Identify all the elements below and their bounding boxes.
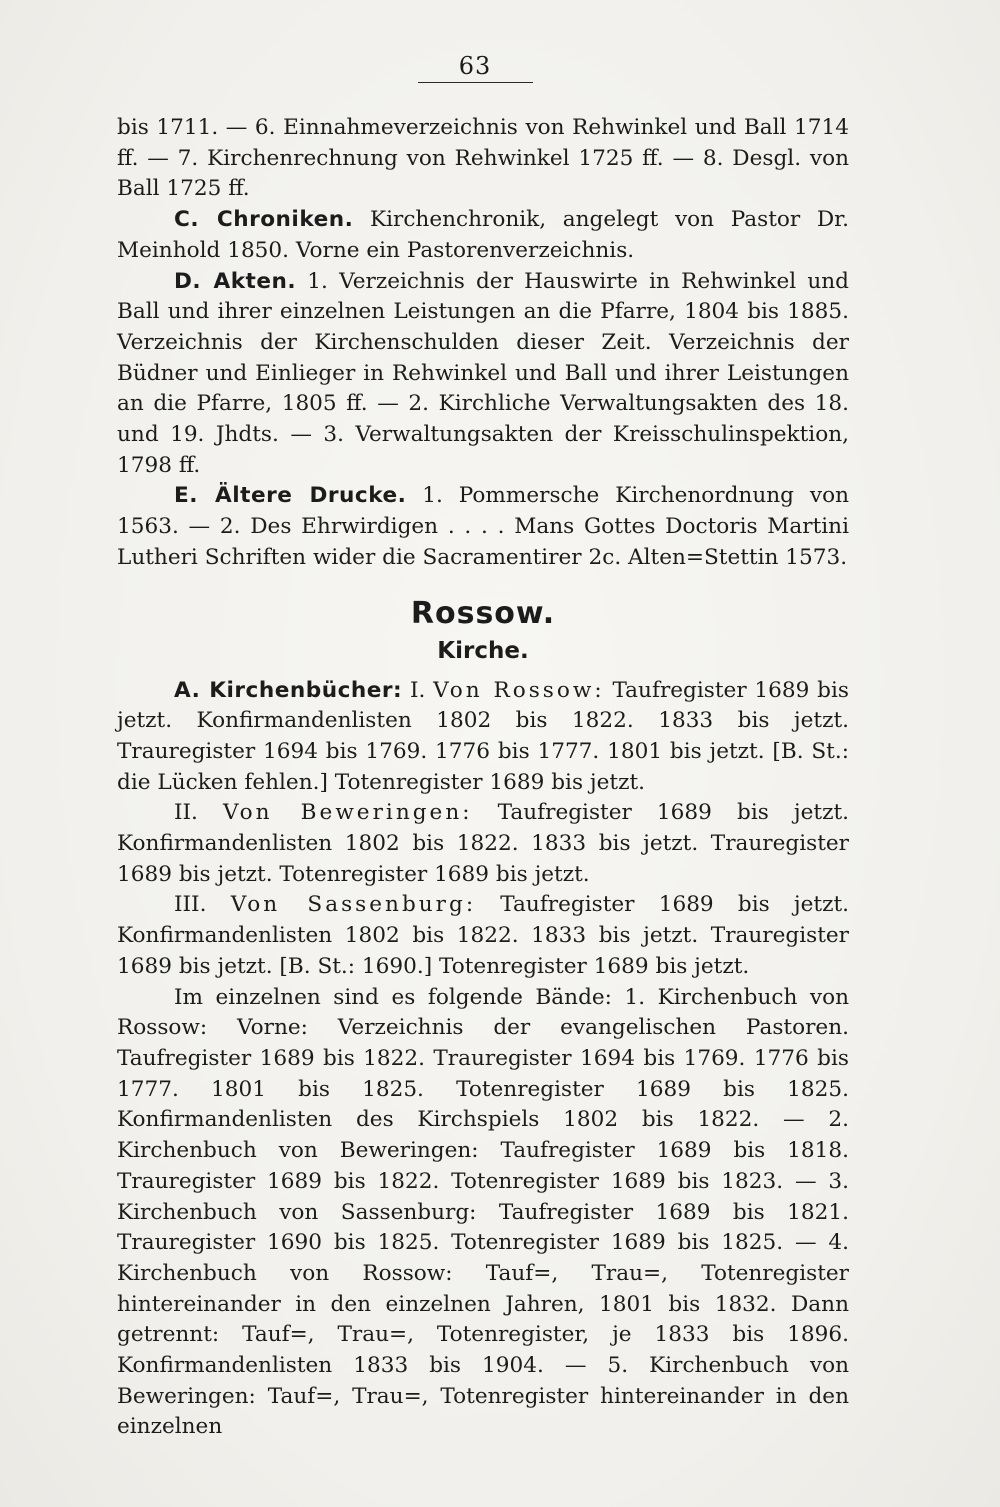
paragraph-kirchenbuecher <box>117 676 849 799</box>
paragraph-akten-continuation: bis 1711. — 6. Einnahmeverzeichnis von Rehwinkel und Ball 1714 ff. — 7. Kirchenrechnung von Rehwinkel 1725 ff. — 8. Desgl. von Ball 1725 ff. <box>117 115 849 202</box>
kb-part1-spaced: Von Rossow: <box>433 677 605 703</box>
kb-part1-prefix: I. <box>402 677 434 703</box>
kb-part3-prefix: III. <box>174 892 231 918</box>
kb-part1-text: Taufregister 1689 bis jetzt. Konfirmandenlisten 1802 bis 1822. 1833 bis jetzt. Trauregister 1694 bis 1769. 1776 bis 1777. 1801 bis jetzt. [B. St.: die Lücken fehlen.] Totenregister 1689 bis jetzt. <box>117 677 849 795</box>
page-number: 63 <box>458 52 492 80</box>
section-label-akten: D. Akten. <box>174 268 297 294</box>
chroniken-text: Kirchenchronik, angelegt von Pastor Dr. Meinhold 1850. Vorne ein Pastorenverzeichnis. <box>117 207 849 263</box>
kb-part2-text: Taufregister 1689 bis jetzt. Konfirmandenlisten 1802 bis 1822. 1833 bis jetzt. Trauregister 1689 bis jetzt. Totenregister 1689 bis jetzt. <box>117 800 849 887</box>
akten-text: 1. Verzeichnis der Hauswirte in Rehwinkel und Ball und ihrer einzelnen Leistungen an die Pfarre, 1804 bis 1885. Verzeichnis der Kirchenschulden dieser Zeit. Verzeichnis der Büdner und Einlieger in Rehwinkel und Ball und ihrer Leistungen an die Pfarre, 1805 ff. — 2. Kirchliche Verwaltungsakten des 18. und 19. Jhdts. — 3. Verwaltungsakten der Kreisschulinspektion, 1798 ff. <box>117 268 850 478</box>
section-label-kirchenbuecher: A. Kirchenbücher: <box>174 677 403 703</box>
paragraph-sassenburg <box>117 890 849 982</box>
paragraph-chroniken <box>117 205 849 266</box>
paragraph-beweringen <box>117 798 849 890</box>
section-label-drucke: E. Ältere Drucke. <box>174 483 407 509</box>
paragraph-akten <box>117 267 849 482</box>
kb-part2-prefix: II. <box>174 800 224 826</box>
body-text <box>117 113 849 1443</box>
paragraph-baende: Im einzelnen sind es folgende Bände: 1. Kirchenbuch von Rossow: Vorne: Verzeichnis der evangelischen Pastoren. Taufregister 1689 bis 1822. Trauregister 1694 bis 1769. 1776 bis 1777. 1801 bis 1825. Totenregister 1689 bis 1825. Konfirmandenlisten des Kirchspiels 1802 bis 1822. — 2. Kirchenbuch von Beweringen: Taufregister 1689 bis 1818. Trauregister 1689 bis 1822. Totenregister 1689 bis 1823. — 3. Kirchenbuch von Sassenburg: Taufregister 1689 bis 1821. Trauregister 1690 bis 1825. Totenregister 1689 bis 1825. — 4. Kirchenbuch von Rossow: Tauf=, Trau=, Totenregister hintereinander in den einzelnen Jahren, 1801 bis 1832. Dann getrennt: Tauf=, Trau=, Totenregister, je 1833 bis 1896. Konfirmandenlisten 1833 bis 1904. — 5. Kirchenbuch von Beweringen: Tauf=, Trau=, Totenregister hintereinander in den einzelnen <box>117 984 849 1440</box>
drucke-text: 1. Pommersche Kirchenordnung von 1563. — 2. Des Ehrwirdigen . . . . Mans Gottes Doctoris Martini Lutheri Schriften wider die Sacramentirer 2c. Alten=Stettin 1573. <box>117 483 849 570</box>
kb-part2-spaced: Von Beweringen: <box>223 800 473 826</box>
section-label-chroniken: C. Chroniken. <box>174 207 354 233</box>
paragraph-drucke <box>117 481 849 573</box>
heading-church: Kirche. <box>437 637 529 664</box>
heading-place: Rossow. <box>410 595 556 631</box>
page-number-rule <box>418 82 533 83</box>
kb-part3-spaced: Von Sassenburg: <box>230 892 477 918</box>
kb-part3-text: Taufregister 1689 bis jetzt. Konfirmandenlisten 1802 bis 1822. 1833 bis jetzt. Trauregister 1689 bis jetzt. [B. St.: 1690.] Totenregister 1689 bis jetzt. <box>117 892 849 979</box>
